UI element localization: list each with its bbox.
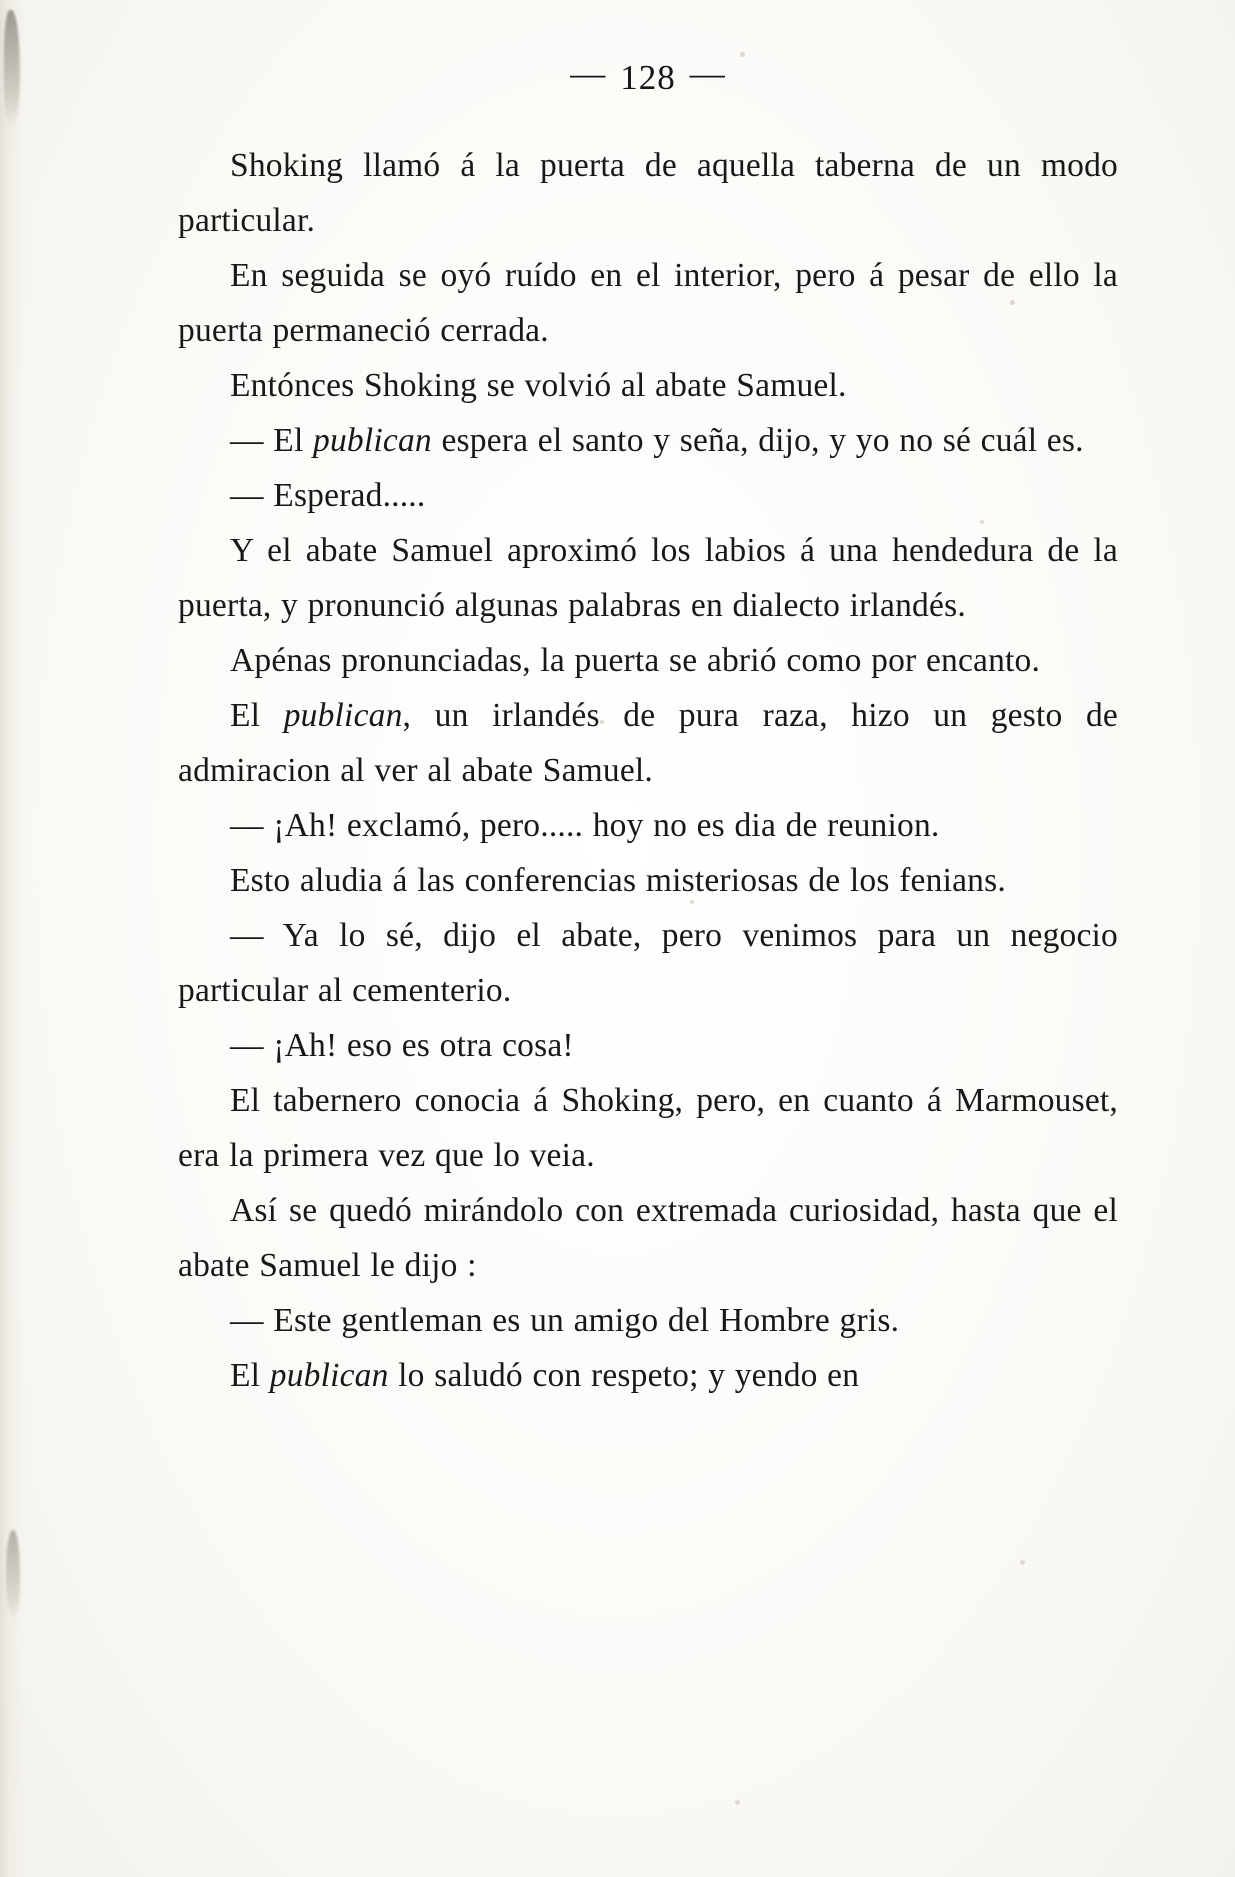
paragraph: Así se quedó mirándolo con extremada curiosidad, hasta que el abate Samuel le dijo : [178, 1192, 1118, 1284]
scan-speck [1020, 1560, 1025, 1565]
scan-speck [735, 1800, 740, 1805]
paragraph: Shoking llamó á la puerta de aquella taberna de un modo particular. [178, 147, 1118, 239]
paragraph: — ¡Ah! exclamó, pero..... hoy no es dia de reunion. [230, 807, 940, 844]
paragraph: — Ya lo sé, dijo el abate, pero venimos para un negocio particular al cementerio. [178, 917, 1118, 1009]
paragraph: El publican lo saludó con respeto; y yendo en [230, 1357, 860, 1394]
scan-artifact-bottom-left [6, 1530, 20, 1620]
folio-number: 128 [620, 58, 676, 97]
body-text-block [178, 138, 1118, 1403]
scan-artifact-top-left [4, 10, 20, 130]
paragraph: Y el abate Samuel aproximó los labios á una hendedura de la puerta, y pronunció algunas palabras en dialecto irlandés. [178, 532, 1118, 624]
page-folio [178, 54, 1118, 98]
folio-dash-right: — [689, 54, 726, 93]
paragraph: En seguida se oyó ruído en el interior, pero á pesar de ello la puerta permaneció cerrada. [178, 257, 1118, 349]
folio-dash-left: — [570, 54, 607, 93]
paragraph: — El publican espera el santo y seña, dijo, y yo no sé cuál es. [230, 422, 1084, 459]
paragraph: — Este gentleman es un amigo del Hombre gris. [230, 1302, 900, 1339]
page-content [178, 54, 1118, 1403]
paragraph: Esto aludia á las conferencias misteriosas de los fenians. [230, 862, 1006, 899]
paragraph: El tabernero conocia á Shoking, pero, en cuanto á Marmouset, era la primera vez que lo veia. [178, 1082, 1118, 1174]
paragraph: Entónces Shoking se volvió al abate Samuel. [230, 367, 847, 404]
paragraph: El publican, un irlandés de pura raza, hizo un gesto de admiracion al ver al abate Samuel. [178, 697, 1118, 789]
paragraph: — ¡Ah! eso es otra cosa! [230, 1027, 574, 1064]
paragraph: — Esperad..... [230, 477, 426, 514]
scan-speck [740, 52, 745, 57]
paragraph: Apénas pronunciadas, la puerta se abrió como por encanto. [230, 642, 1041, 679]
